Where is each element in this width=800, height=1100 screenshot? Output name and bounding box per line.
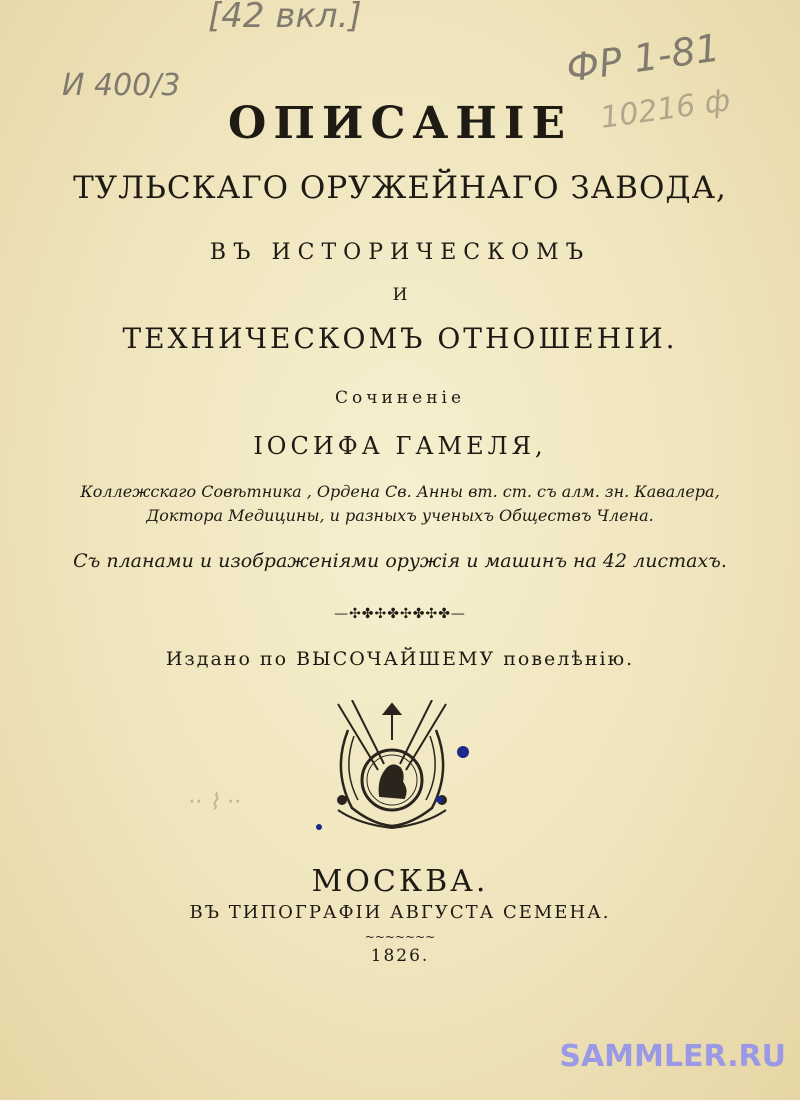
handwritten-note-left: И 400/3	[62, 68, 181, 103]
handwritten-number: 10216 ф	[598, 83, 733, 136]
credentials-line-1: Коллежскаго Совѣтника , Ордена Св. Анны вт. ст. съ алм. зн. Кавалера,	[80, 482, 720, 501]
faded-stamp-icon: ·· ⌇ ··	[188, 790, 241, 815]
ink-speck-icon	[457, 746, 469, 758]
publication-city: МОСКВА.	[311, 864, 489, 899]
conjunction: И	[392, 285, 408, 305]
plans-note: Съ планами и изображенiями оружiя и машинъ на 42 листахъ.	[73, 550, 727, 572]
printer-name: ВЪ ТИПОГРАФIИ АВГУСТА СЕМЕНА.	[189, 902, 611, 923]
book-title: ОПИСАНIЕ	[228, 98, 572, 149]
author-name: IОСИФА ГАМЕЛЯ,	[253, 432, 547, 460]
technical-line: ТЕХНИЧЕСКОМЪ ОТНОШЕНIИ.	[122, 322, 678, 355]
handwritten-note-top: [42 вкл.]	[208, 0, 362, 36]
coat-of-arms-trophy-icon	[318, 700, 466, 832]
ink-speck-icon	[436, 796, 443, 803]
ornament-divider: —✣✤✣✤✣✤✣✤—	[334, 606, 466, 622]
site-watermark: SAMMLER.RU	[559, 1039, 786, 1074]
historical-line: ВЪ ИСТОРИЧЕСКОМЪ	[209, 240, 591, 265]
credentials-line-2: Доктора Медицины, и разныхъ ученыхъ Обществъ Члена.	[146, 506, 654, 525]
publication-note: Издано по ВЫСОЧАЙШЕМУ повелѣнiю.	[165, 648, 635, 670]
small-ornament: ~~~~~~~	[364, 930, 436, 944]
book-subtitle: ТУЛЬСКАГО ОРУЖЕЙНАГО ЗАВОДА,	[73, 170, 727, 206]
handwritten-note-right: ФР 1-81	[563, 25, 723, 91]
author-credentials	[0, 480, 800, 528]
publication-year: 1826.	[370, 946, 430, 966]
ink-speck-icon	[316, 824, 322, 830]
work-label: Сочиненiе	[334, 388, 466, 408]
